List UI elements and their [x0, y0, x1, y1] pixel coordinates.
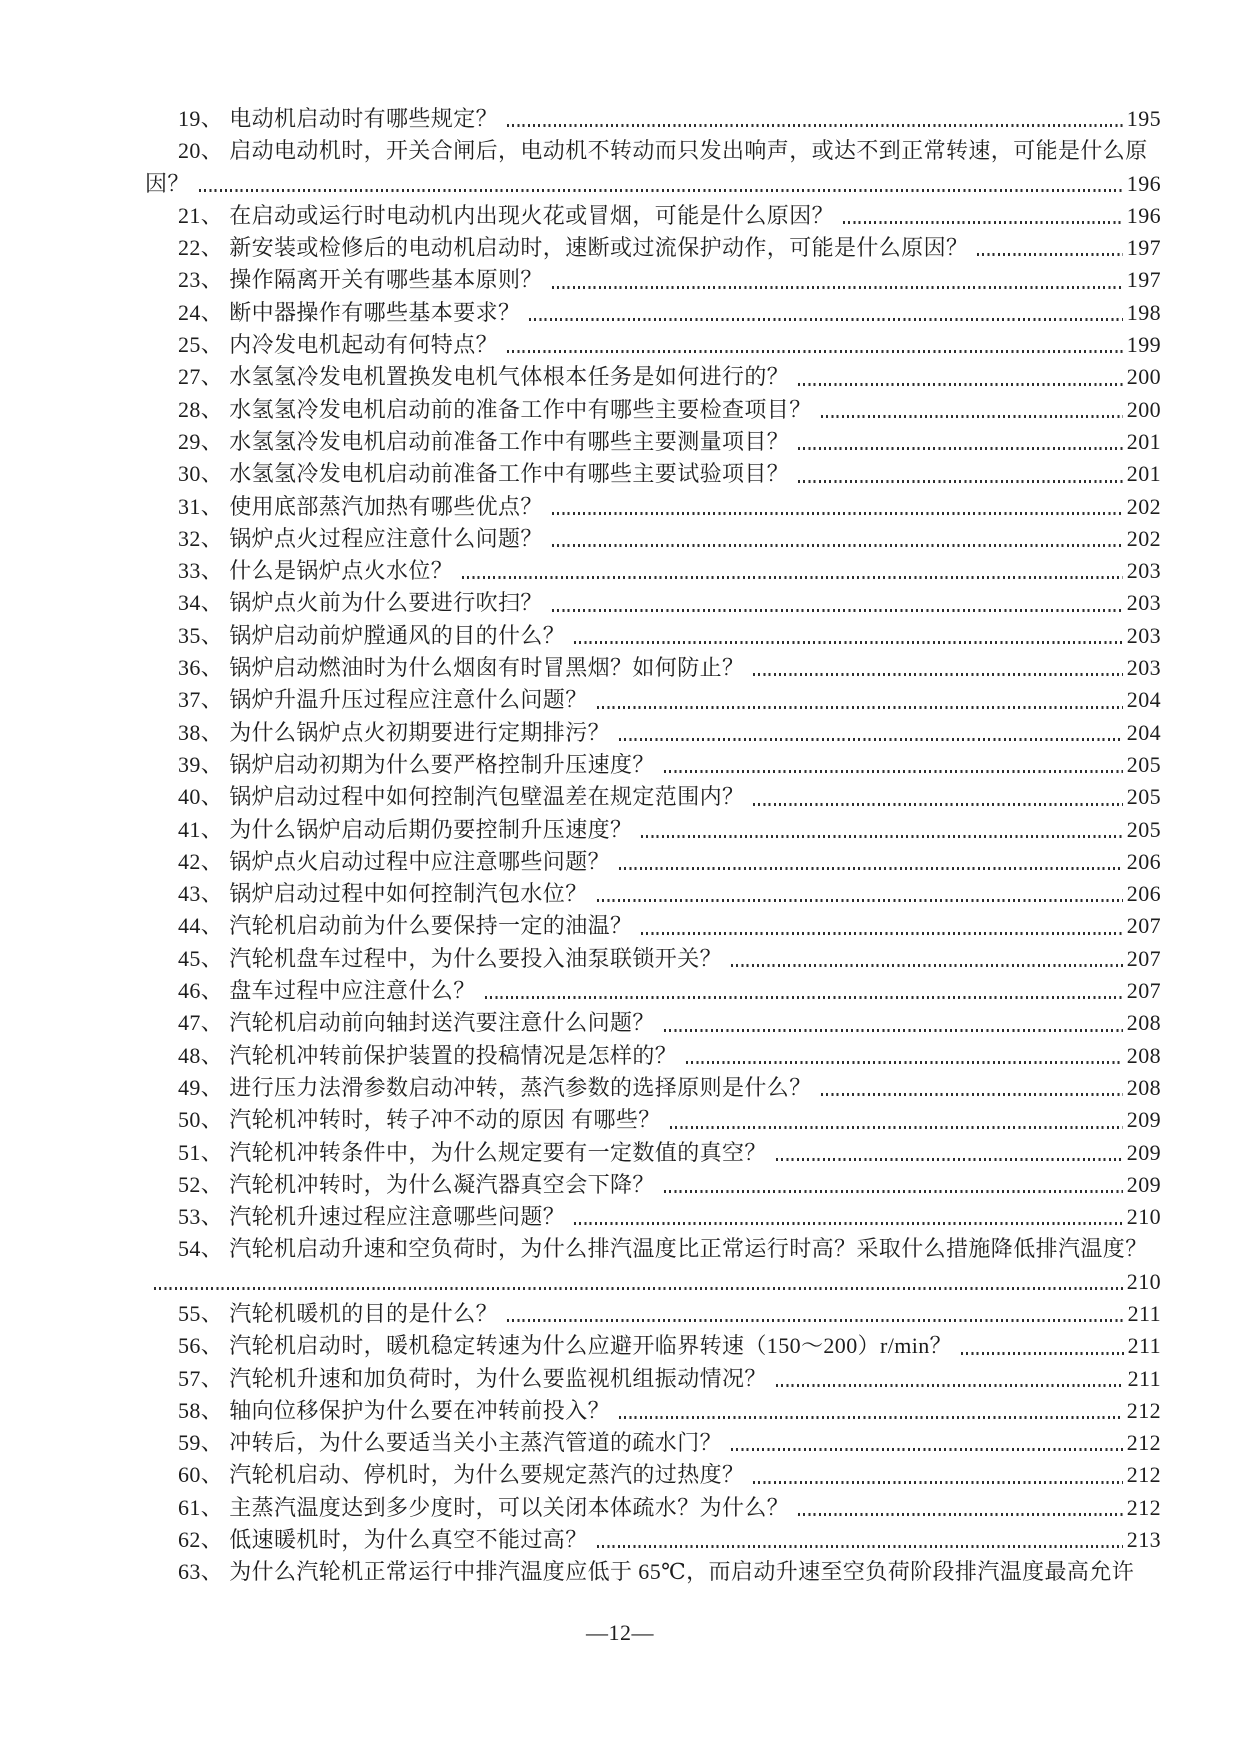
toc-entry	[145, 814, 1161, 846]
toc-entry-page-number: 209	[1126, 1107, 1161, 1133]
toc-entry-line	[145, 264, 1161, 296]
toc-entry-page-number: 195	[1126, 106, 1161, 131]
table-of-contents	[145, 103, 1161, 1589]
toc-entry-number: 32、	[178, 525, 224, 551]
toc-entry	[145, 684, 1161, 716]
toc-entry-line	[145, 491, 1161, 523]
toc-entry-number: 42、	[178, 848, 224, 874]
toc-entry-line	[145, 587, 1161, 619]
toc-entry-continuation-line	[145, 168, 1161, 200]
toc-entry	[145, 1169, 1161, 1201]
toc-entry-line	[145, 361, 1161, 393]
dot-leader	[664, 770, 1123, 773]
toc-entry	[145, 620, 1161, 652]
toc-entry-number: 23、	[178, 267, 224, 293]
toc-entry-line	[145, 232, 1161, 264]
toc-entry-page-number: 207	[1126, 913, 1161, 939]
toc-entry-title: 主蒸汽温度达到多少度时，可以关闭本体疏水？为什么？	[229, 1494, 790, 1520]
dot-leader	[552, 544, 1123, 547]
dot-leader	[753, 1481, 1122, 1484]
toc-entry	[145, 1330, 1161, 1362]
toc-entry-line	[145, 1427, 1161, 1459]
toc-entry	[145, 1427, 1161, 1459]
toc-entry-title: 操作隔离开关有哪些基本原则？	[229, 267, 543, 293]
toc-entry-title: 锅炉启动过程中如何控制汽包壁温差在规定范围内？	[229, 784, 745, 810]
toc-entry	[145, 717, 1161, 749]
toc-entry-page-number: 213	[1126, 1527, 1161, 1553]
toc-entry-title: 水氢氢冷发电机启动前准备工作中有哪些主要试验项目？	[229, 461, 790, 487]
dot-leader	[798, 480, 1123, 483]
toc-entry-title: 锅炉启动燃油时为什么烟囱有时冒黑烟？如何防止？	[229, 655, 745, 681]
toc-entry-title: 汽轮机升速和加负荷时，为什么要监视机组振动情况？	[229, 1365, 767, 1391]
toc-entry-number: 22、	[178, 235, 224, 261]
dot-leader	[619, 1416, 1123, 1419]
toc-entry-number: 20、	[178, 138, 224, 164]
toc-entry-line	[145, 1104, 1161, 1136]
dot-leader	[507, 1319, 1124, 1322]
toc-entry-number: 43、	[178, 881, 224, 907]
toc-entry-number: 21、	[178, 202, 224, 228]
toc-entry-number: 40、	[178, 784, 224, 810]
toc-entry-title: 汽轮机启动时，暖机稳定转速为什么应避开临界转速（150～200）r/min？	[229, 1333, 953, 1359]
toc-entry-page-number: 205	[1126, 816, 1161, 842]
toc-entry-number: 51、	[178, 1139, 224, 1165]
dot-leader	[798, 1513, 1123, 1516]
dot-leader	[154, 1287, 1123, 1290]
dot-leader	[664, 1190, 1123, 1193]
toc-entry-number: 36、	[178, 655, 224, 681]
toc-entry-title: 锅炉启动过程中如何控制汽包水位？	[229, 881, 588, 907]
toc-entry-number: 35、	[178, 622, 224, 648]
toc-entry-number: 60、	[178, 1462, 224, 1488]
toc-entry-line	[145, 1233, 1161, 1265]
toc-entry-number: 39、	[178, 751, 224, 777]
toc-entry-number: 27、	[178, 364, 224, 390]
toc-entry	[145, 587, 1161, 619]
toc-entry-line	[145, 135, 1161, 167]
toc-entry-line	[145, 846, 1161, 878]
toc-entry-line	[145, 329, 1161, 361]
toc-entry-title: 汽轮机升速过程应注意哪些问题？	[229, 1204, 566, 1230]
dot-leader	[821, 1093, 1123, 1096]
dot-leader	[552, 286, 1123, 289]
toc-entry-page-number: 201	[1126, 428, 1161, 454]
toc-entry-line	[145, 1395, 1161, 1427]
toc-entry-page-number: 212	[1126, 1462, 1161, 1488]
toc-entry-title: 汽轮机启动前为什么要保持一定的油温？	[229, 913, 633, 939]
dot-leader	[641, 932, 1122, 935]
toc-entry-line	[145, 943, 1161, 975]
toc-entry-page-number: 202	[1126, 493, 1161, 519]
toc-entry-number: 34、	[178, 590, 224, 616]
dot-leader	[199, 189, 1123, 192]
toc-entry-title: 进行压力法滑参数启动冲转，蒸汽参数的选择原则是什么？	[229, 1074, 812, 1100]
toc-entry	[145, 1298, 1161, 1330]
toc-entry	[145, 652, 1161, 684]
toc-entry	[145, 523, 1161, 555]
toc-entry-page-number: 203	[1126, 558, 1161, 584]
toc-entry-page-number: 207	[1126, 945, 1161, 971]
toc-entry	[145, 361, 1161, 393]
dot-leader	[619, 738, 1123, 741]
toc-entry-number: 59、	[178, 1430, 224, 1456]
toc-entry	[145, 749, 1161, 781]
toc-entry	[145, 1395, 1161, 1427]
toc-entry-title: 为什么汽轮机正常运行中排汽温度应低于 65℃，而启动升速至空负荷阶段排汽温度最高允许	[229, 1559, 1135, 1585]
toc-entry-number: 31、	[178, 493, 224, 519]
toc-entry-line	[145, 1524, 1161, 1556]
toc-entry-page-number: 203	[1126, 622, 1161, 648]
toc-entry	[145, 555, 1161, 587]
dot-leader	[664, 1029, 1123, 1032]
toc-entry	[145, 1072, 1161, 1104]
toc-entry	[145, 232, 1161, 264]
toc-entry-number: 44、	[178, 913, 224, 939]
toc-entry	[145, 1556, 1161, 1588]
toc-entry-title: 锅炉升温升压过程应注意什么问题？	[229, 687, 588, 713]
dot-leader	[485, 996, 1123, 999]
toc-entry-page-number: 204	[1126, 719, 1161, 745]
toc-entry-number: 24、	[178, 299, 224, 325]
toc-entry-title: 水氢氢冷发电机启动前的准备工作中有哪些主要检查项目？	[229, 396, 812, 422]
toc-entry-title: 水氢氢冷发电机置换发电机气体根本任务是如何进行的？	[229, 364, 790, 390]
toc-entry	[145, 1233, 1161, 1298]
toc-entry	[145, 943, 1161, 975]
toc-entry-title: 锅炉点火过程应注意什么问题？	[229, 525, 543, 551]
toc-entry-page-number: 211	[1127, 1333, 1161, 1359]
toc-entry-title: 汽轮机启动前向轴封送汽要注意什么问题？	[229, 1010, 655, 1036]
toc-entry-line	[145, 103, 1161, 135]
toc-entry-page-number: 205	[1126, 784, 1161, 810]
toc-entry-line	[145, 426, 1161, 458]
toc-entry-line	[145, 1169, 1161, 1201]
toc-entry-page-number: 211	[1127, 1300, 1161, 1326]
toc-entry-line	[145, 1298, 1161, 1330]
toc-entry-page-number: 203	[1126, 655, 1161, 681]
toc-entry-title: 锅炉点火前为什么要进行吹扫？	[229, 590, 543, 616]
toc-entry-page-number: 200	[1126, 364, 1161, 390]
toc-entry-page-number: 205	[1126, 751, 1161, 777]
dot-leader	[731, 964, 1123, 967]
dot-leader	[529, 318, 1122, 321]
toc-entry	[145, 910, 1161, 942]
toc-entry-title: 新安装或检修后的电动机启动时，速断或过流保护动作，可能是什么原因？	[229, 235, 969, 261]
dot-leader	[731, 1448, 1123, 1451]
toc-entry-line	[145, 458, 1161, 490]
toc-entry-number: 37、	[178, 687, 224, 713]
toc-entry-title: 汽轮机冲转前保护装置的投稿情况是怎样的？	[229, 1042, 678, 1068]
toc-entry-page-number: 196	[1126, 170, 1161, 196]
toc-entry-line	[145, 1007, 1161, 1039]
toc-entry-number: 49、	[178, 1074, 224, 1100]
toc-entry-page-number: 197	[1126, 267, 1161, 293]
toc-entry-line	[145, 200, 1161, 232]
toc-entry-page-number: 202	[1126, 525, 1161, 551]
toc-entry-line	[145, 652, 1161, 684]
toc-entry-page-number: 196	[1126, 202, 1161, 228]
toc-entry-title: 锅炉点火启动过程中应注意哪些问题？	[229, 848, 611, 874]
toc-entry	[145, 135, 1161, 200]
toc-entry-continuation-line	[145, 1266, 1161, 1298]
toc-entry-number: 33、	[178, 558, 224, 584]
dot-leader	[574, 1222, 1123, 1225]
toc-entry	[145, 264, 1161, 296]
toc-entry-title: 汽轮机暖机的目的是什么？	[229, 1300, 499, 1326]
toc-entry	[145, 394, 1161, 426]
dot-leader	[977, 253, 1122, 256]
footer-page-number: —12—	[586, 1620, 654, 1645]
toc-entry-page-number: 197	[1126, 235, 1161, 261]
toc-entry-title: 低速暖机时，为什么真空不能过高？	[229, 1527, 588, 1553]
toc-entry-title: 启动电动机时，开关合闸后，电动机不转动而只发出响声，或达不到正常转速，可能是什么原	[229, 138, 1148, 164]
toc-entry	[145, 1040, 1161, 1072]
toc-entry-line	[145, 555, 1161, 587]
toc-entry-line	[145, 878, 1161, 910]
toc-entry	[145, 200, 1161, 232]
toc-entry-title: 什么是锅炉点火水位？	[229, 558, 454, 584]
toc-entry	[145, 878, 1161, 910]
toc-entry-line	[145, 1492, 1161, 1524]
dot-leader	[798, 383, 1123, 386]
dot-leader	[821, 415, 1123, 418]
toc-entry-page-number: 204	[1126, 687, 1161, 713]
toc-entry-page-number: 206	[1126, 848, 1161, 874]
toc-entry-line	[145, 1330, 1161, 1362]
toc-entry-page-number: 201	[1126, 461, 1161, 487]
toc-entry-title: 汽轮机冲转时，为什么凝汽器真空会下降？	[229, 1171, 655, 1197]
toc-entry-page-number: 200	[1126, 396, 1161, 422]
toc-entry-line	[145, 975, 1161, 1007]
toc-entry-title: 使用底部蒸汽加热有哪些优点？	[229, 493, 543, 519]
toc-entry	[145, 491, 1161, 523]
toc-entry-page-number: 199	[1126, 332, 1161, 358]
toc-entry-title: 轴向位移保护为什么要在冲转前投入？	[229, 1397, 611, 1423]
toc-entry-number: 46、	[178, 978, 224, 1004]
toc-entry-page-number: 209	[1126, 1139, 1161, 1165]
toc-entry-line	[145, 814, 1161, 846]
toc-entry-line	[145, 394, 1161, 426]
dot-leader	[507, 124, 1123, 127]
dot-leader	[843, 221, 1123, 224]
toc-entry-number: 58、	[178, 1397, 224, 1423]
toc-entry-title: 为什么锅炉点火初期要进行定期排污？	[229, 719, 611, 745]
toc-entry-title: 盘车过程中应注意什么？	[229, 978, 476, 1004]
toc-entry-number: 41、	[178, 816, 224, 842]
toc-entry-page-number: 212	[1126, 1397, 1161, 1423]
toc-entry-number: 63、	[178, 1559, 224, 1585]
toc-entry-number: 48、	[178, 1042, 224, 1068]
toc-entry-number: 50、	[178, 1107, 224, 1133]
dot-leader	[552, 609, 1123, 612]
toc-entry-line	[145, 910, 1161, 942]
dot-leader	[753, 673, 1122, 676]
toc-entry-number: 25、	[178, 332, 224, 358]
toc-entry-line	[145, 1201, 1161, 1233]
toc-entry-page-number: 210	[1126, 1204, 1161, 1230]
dot-leader	[507, 350, 1123, 353]
toc-entry-title: 汽轮机盘车过程中，为什么要投入油泵联锁开关？	[229, 945, 723, 971]
toc-entry-number: 62、	[178, 1527, 224, 1553]
toc-entry-page-number: 207	[1126, 978, 1161, 1004]
toc-entry-page-number: 208	[1126, 1074, 1161, 1100]
toc-entry-number: 45、	[178, 945, 224, 971]
dot-leader	[597, 706, 1123, 709]
toc-entry-line	[145, 781, 1161, 813]
toc-entry	[145, 426, 1161, 458]
dot-leader	[798, 447, 1123, 450]
toc-entry-title: 电动机启动时有哪些规定？	[229, 106, 499, 131]
dot-leader	[462, 576, 1123, 579]
toc-entry-line	[145, 523, 1161, 555]
dot-leader	[574, 641, 1123, 644]
toc-entry-line	[145, 1040, 1161, 1072]
toc-entry-page-number: 198	[1126, 299, 1161, 325]
toc-entry-line	[145, 620, 1161, 652]
toc-entry	[145, 1363, 1161, 1395]
toc-entry-page-number: 210	[1126, 1268, 1161, 1294]
toc-entry-number: 19、	[178, 106, 224, 131]
toc-entry-number: 28、	[178, 396, 224, 422]
toc-entry-page-number: 206	[1126, 881, 1161, 907]
toc-entry-title: 锅炉启动前炉膛通风的目的什么？	[229, 622, 566, 648]
toc-entry-number: 52、	[178, 1171, 224, 1197]
dot-leader	[961, 1352, 1124, 1355]
dot-leader	[597, 899, 1123, 902]
dot-leader	[776, 1158, 1123, 1161]
toc-entry	[145, 1007, 1161, 1039]
dot-leader	[670, 1126, 1123, 1129]
toc-entry	[145, 1137, 1161, 1169]
toc-entry	[145, 1104, 1161, 1136]
toc-entry	[145, 1459, 1161, 1491]
toc-entry-number: 38、	[178, 719, 224, 745]
toc-entry	[145, 846, 1161, 878]
toc-entry-title: 汽轮机冲转时，转子冲不动的原因 有哪些？	[229, 1107, 661, 1133]
toc-entry	[145, 458, 1161, 490]
dot-leader	[776, 1384, 1124, 1387]
toc-entry-page-number: 211	[1127, 1365, 1161, 1391]
toc-entry-number: 55、	[178, 1300, 224, 1326]
toc-entry	[145, 329, 1161, 361]
toc-entry-title: 汽轮机启动、停机时，为什么要规定蒸汽的过热度？	[229, 1462, 745, 1488]
toc-entry-title: 内冷发电机起动有何特点？	[229, 332, 499, 358]
toc-entry-title: 汽轮机启动升速和空负荷时，为什么排汽温度比正常运行时高？采取什么措施降低排汽温度？	[229, 1236, 1148, 1262]
dot-leader	[552, 512, 1123, 515]
toc-entry-title: 锅炉启动初期为什么要严格控制升压速度？	[229, 751, 655, 777]
toc-entry-title: 水氢氢冷发电机启动前准备工作中有哪些主要测量项目？	[229, 428, 790, 454]
toc-entry-page-number: 203	[1126, 590, 1161, 616]
toc-entry-title: 冲转后，为什么要适当关小主蒸汽管道的疏水门？	[229, 1430, 723, 1456]
toc-entry	[145, 781, 1161, 813]
toc-entry-number: 56、	[178, 1333, 224, 1359]
toc-entry-title: 汽轮机冲转条件中，为什么规定要有一定数值的真空？	[229, 1139, 767, 1165]
dot-leader	[619, 867, 1123, 870]
toc-entry-line	[145, 1072, 1161, 1104]
toc-entry-number: 57、	[178, 1365, 224, 1391]
toc-entry-page-number: 212	[1126, 1494, 1161, 1520]
toc-entry	[145, 1524, 1161, 1556]
toc-entry-line	[145, 749, 1161, 781]
dot-leader	[641, 835, 1122, 838]
toc-entry-number: 47、	[178, 1010, 224, 1036]
toc-entry-title: 为什么锅炉启动后期仍要控制升压速度？	[229, 816, 633, 842]
toc-entry-title: 在启动或运行时电动机内出现火花或冒烟，可能是什么原因？	[229, 202, 835, 228]
toc-entry-number: 61、	[178, 1494, 224, 1520]
toc-entry	[145, 975, 1161, 1007]
dot-leader	[753, 803, 1122, 806]
toc-entry	[145, 297, 1161, 329]
toc-entry-page-number: 208	[1126, 1010, 1161, 1036]
toc-entry-page-number: 209	[1126, 1171, 1161, 1197]
toc-entry	[145, 1492, 1161, 1524]
toc-entry-page-number: 212	[1126, 1430, 1161, 1456]
dot-leader	[597, 1545, 1123, 1548]
toc-entry-continuation: 因？	[145, 170, 190, 196]
toc-entry-number: 30、	[178, 461, 224, 487]
toc-entry	[145, 103, 1161, 135]
toc-entry-page-number: 208	[1126, 1042, 1161, 1068]
toc-entry-number: 54、	[178, 1236, 224, 1262]
dot-leader	[686, 1061, 1123, 1064]
toc-entry-line	[145, 1137, 1161, 1169]
toc-entry-line	[145, 1363, 1161, 1395]
toc-entry-line	[145, 684, 1161, 716]
toc-entry-line	[145, 1459, 1161, 1491]
toc-entry	[145, 1201, 1161, 1233]
toc-entry-number: 53、	[178, 1204, 224, 1230]
toc-entry-number: 29、	[178, 428, 224, 454]
toc-entry-line	[145, 297, 1161, 329]
toc-entry-line	[145, 717, 1161, 749]
toc-entry-line	[145, 1556, 1161, 1588]
toc-entry-title: 断中器操作有哪些基本要求？	[229, 299, 521, 325]
